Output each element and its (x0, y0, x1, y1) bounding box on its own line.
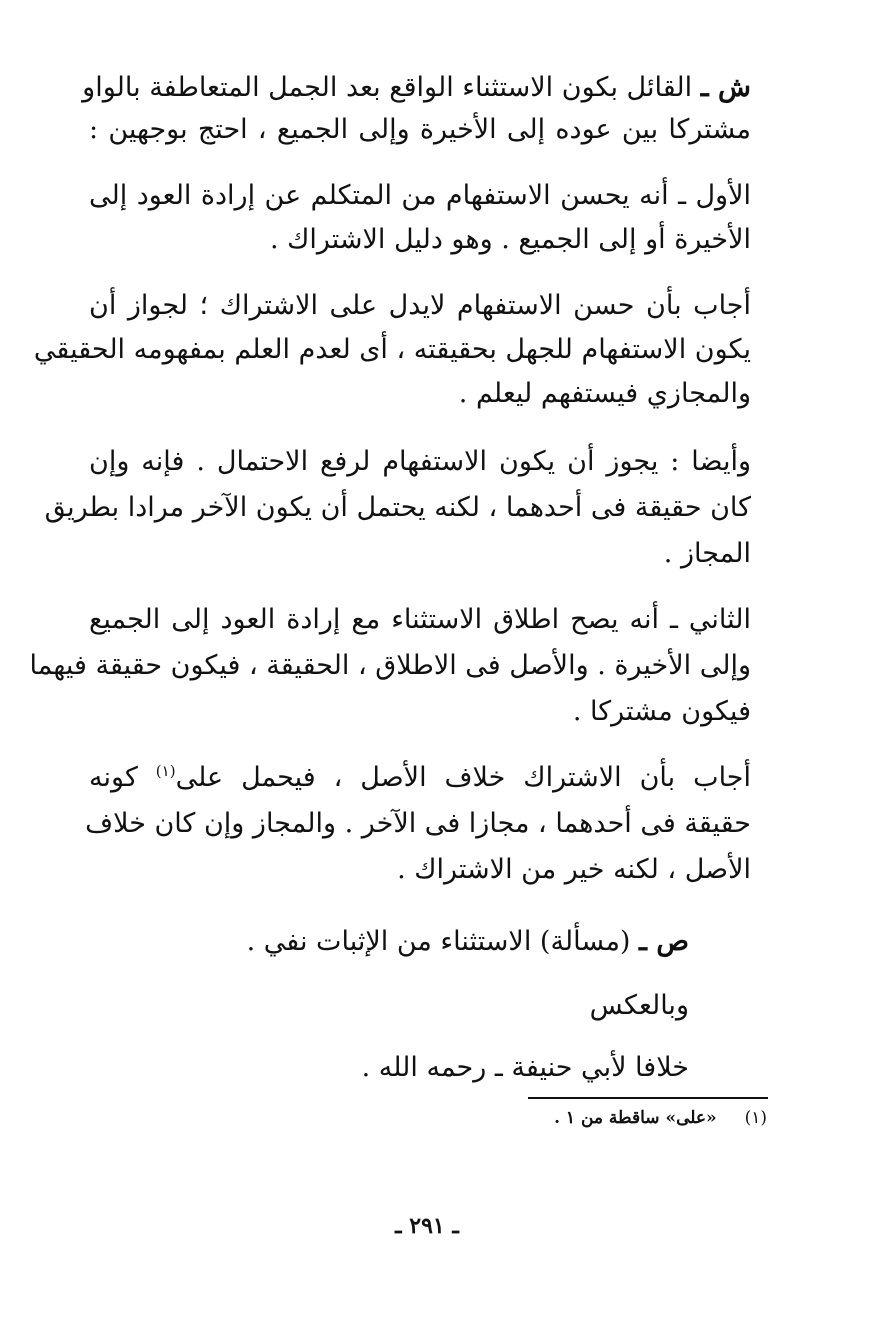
matn-marker: ص ـ (639, 926, 689, 957)
sharh-marker: ش ـ (700, 72, 751, 103)
paragraph-5-line-2: وإلى الأخيرة . والأصل فى الاطلاق ، الحقيقة ، فيكون حقيقة فيهما (29, 650, 751, 681)
paragraph-5-line-3: فيكون مشتركا . (572, 696, 751, 727)
matn-line-3: خلافا لأبي حنيفة ـ رحمه الله . (361, 1052, 689, 1083)
paragraph-4-line-3: المجاز . (663, 538, 751, 569)
paragraph-6-line-3: الأصل ، لكنه خير من الاشتراك . (397, 854, 751, 885)
paragraph-1-text-1: القائل بكون الاستثناء الواقع بعد الجمل المتعاطفة بالواو (82, 72, 693, 103)
paragraph-4-line-2: كان حقيقة فى أحدهما ، لكنه يحتمل أن يكون الآخر مرادا بطريق (44, 492, 751, 523)
matn-line-1 (247, 922, 689, 962)
footnote (554, 1104, 767, 1132)
footnote-number: (١) (744, 1108, 767, 1128)
paragraph-3-line-2: يكون الاستفهام للجهل بحقيقته ، أى لعدم العلم بمفهومه الحقيقي (33, 334, 751, 365)
matn-text-1: (مسألة) الاستثناء من الإثبات نفي . (246, 926, 631, 957)
page-number: ـ ٢٩١ ـ (395, 1213, 459, 1239)
footnote-separator (528, 1097, 768, 1099)
paragraph-5-line-1: الثاني ـ أنه يصح اطلاق الاستثناء مع إرادة العود إلى الجميع (89, 604, 751, 635)
matn-line-2: وبالعكس (589, 990, 689, 1021)
paragraph-3-line-1: أجاب بأن حسن الاستفهام لايدل على الاشتراك ؛ لجواز أن (89, 290, 751, 321)
paragraph-1-line-2: مشتركا بين عوده إلى الأخيرة وإلى الجميع ، احتج بوجهين : (89, 114, 751, 145)
paragraph-2-line-1: الأول ـ أنه يحسن الاستفهام من المتكلم عن إرادة العود إلى (89, 180, 751, 211)
footnote-reference: (١) (155, 762, 176, 780)
footnote-text: «على» ساقطة من ١ . (554, 1108, 717, 1128)
paragraph-2-line-2: الأخيرة أو إلى الجميع . وهو دليل الاشتراك . (269, 224, 751, 255)
paragraph-3-line-3: والمجازي فيستفهم ليعلم . (458, 378, 751, 409)
paragraph-6-text-1a: أجاب بأن الاشتراك خلاف الأصل ، فيحمل على (175, 762, 751, 793)
paragraph-4-line-1: وأيضا : يجوز أن يكون الاستفهام لرفع الاحتمال . فإنه وإن (89, 446, 751, 477)
paragraph-6-line-2: حقيقة فى أحدهما ، مجازا فى الآخر . والمجاز وإن كان خلاف (85, 808, 751, 839)
paragraph-1-line-1 (82, 68, 751, 108)
paragraph-6-text-1b: كونه (89, 762, 138, 793)
paragraph-6-line-1 (89, 758, 751, 798)
